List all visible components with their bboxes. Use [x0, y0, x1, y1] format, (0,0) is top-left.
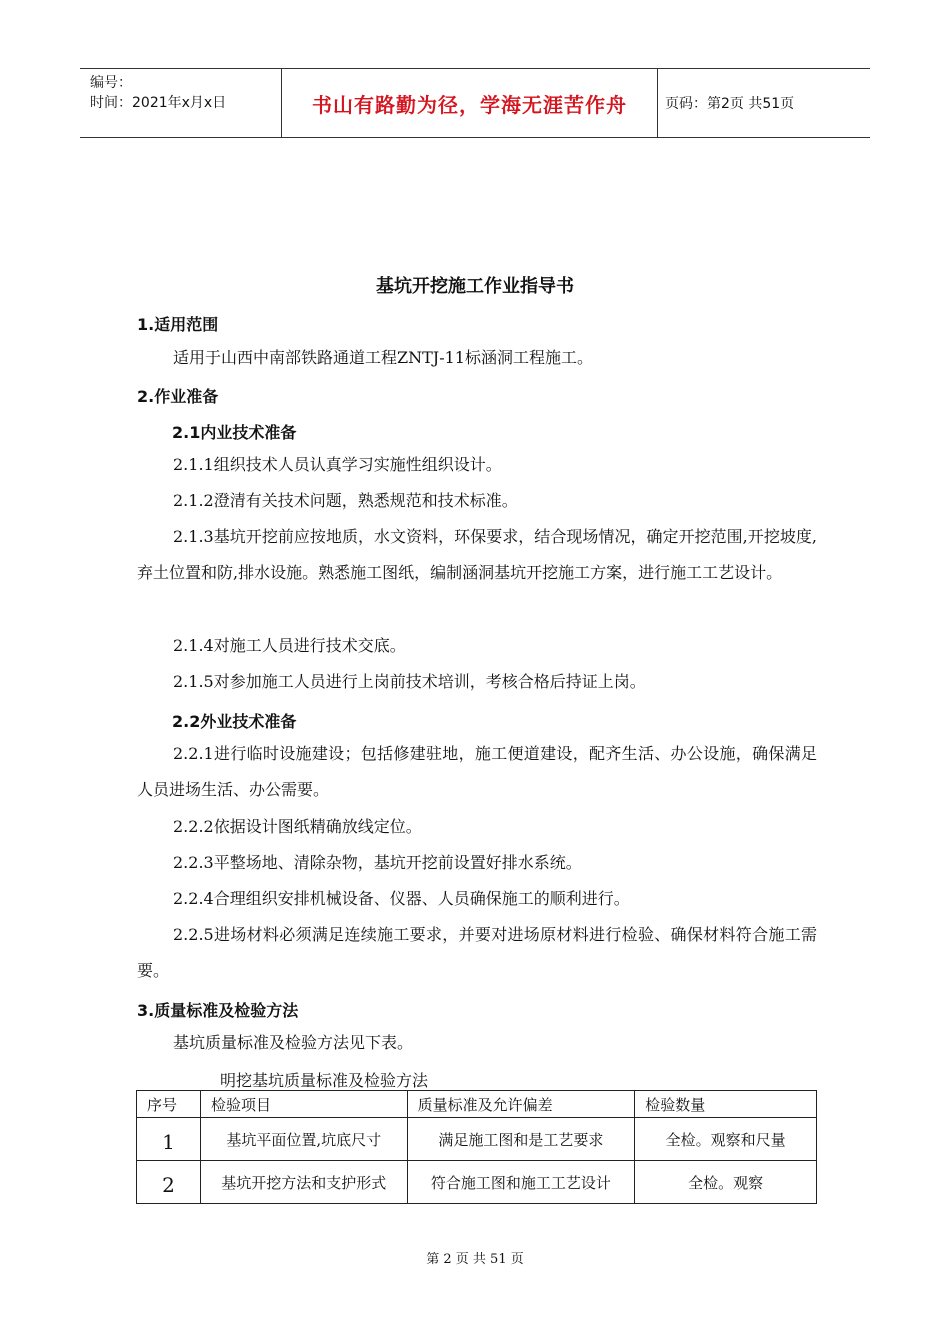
paragraph: 2.1.3基坑开挖前应按地质，水文资料，环保要求，结合现场情况，确定开挖范围,开挖坡度,弃土位置和防,排水设施。熟悉施工图纸，编制涵洞基坑开挖施工方案，进行施工工艺设计。 [137, 527, 817, 582]
paragraph: 2.1.5对参加施工人员进行上岗前技术培训，考核合格后持证上岗。 [173, 672, 646, 691]
quality-table [136, 1090, 817, 1204]
table-header-cell: 质量标准及允许偏差 [407, 1091, 635, 1118]
header-number-label: 编号： [90, 75, 132, 91]
table-cell: 2 [137, 1161, 201, 1204]
paragraph: 2.2.3平整场地、清除杂物，基坑开挖前设置好排水系统。 [173, 853, 582, 872]
table-header-cell: 检验项目 [200, 1091, 407, 1118]
document-title: 基坑开挖施工作业指导书 [376, 276, 574, 297]
table-header-row [137, 1091, 817, 1118]
section-heading: 2.作业准备 [137, 387, 219, 406]
paragraph: 适用于山西中南部铁路通道工程ZNTJ-11标涵洞工程施工。 [173, 348, 593, 367]
paragraph: 2.1.4对施工人员进行技术交底。 [173, 636, 406, 655]
header-motto: 书山有路勤为径，学海无涯苦作舟 [312, 92, 627, 117]
table-row [137, 1161, 817, 1204]
header-date: 时间：2021年x月x日 [90, 95, 227, 111]
page-header [80, 68, 870, 138]
paragraph: 2.2.2依据设计图纸精确放线定位。 [173, 817, 422, 836]
section-heading: 3.质量标准及检验方法 [137, 1001, 299, 1020]
table-cell: 1 [137, 1118, 201, 1161]
paragraph: 2.1.1组织技术人员认真学习实施性组织设计。 [173, 455, 502, 474]
subsection-heading: 2.2外业技术准备 [172, 712, 297, 731]
table-cell: 满足施工图和是工艺要求 [407, 1118, 635, 1161]
paragraph: 2.2.4合理组织安排机械设备、仪器、人员确保施工的顺利进行。 [173, 889, 630, 908]
header-meta [90, 73, 226, 113]
paragraph: 2.2.5进场材料必须满足连续施工要求，并要对进场原材料进行检验、确保材料符合施工需要。 [137, 925, 817, 980]
paragraph: 基坑质量标准及检验方法见下表。 [173, 1033, 414, 1052]
table-cell: 全检。观察 [635, 1161, 817, 1204]
table-header-cell: 序号 [137, 1091, 201, 1118]
table-cell: 符合施工图和施工工艺设计 [407, 1161, 635, 1204]
table-header-cell: 检验数量 [635, 1091, 817, 1118]
header-page-info: 页码：第2页 共51页 [665, 96, 795, 112]
paragraph: 2.1.2澄清有关技术问题，熟悉规范和技术标准。 [173, 491, 518, 510]
paragraph: 2.2.1进行临时设施建设；包括修建驻地，施工便道建设，配齐生活、办公设施，确保满足人员进场生活、办公需要。 [137, 744, 817, 799]
header-divider [657, 69, 658, 137]
page-footer: 第 2 页 共 51 页 [426, 1252, 524, 1267]
table-cell: 全检。观察和尺量 [635, 1118, 817, 1161]
table-caption: 明挖基坑质量标准及检验方法 [220, 1071, 429, 1090]
table-cell: 基坑平面位置,坑底尺寸 [200, 1118, 407, 1161]
subsection-heading: 2.1内业技术准备 [172, 423, 297, 442]
table-row [137, 1118, 817, 1161]
table-cell: 基坑开挖方法和支护形式 [200, 1161, 407, 1204]
section-heading: 1.适用范围 [137, 315, 219, 334]
